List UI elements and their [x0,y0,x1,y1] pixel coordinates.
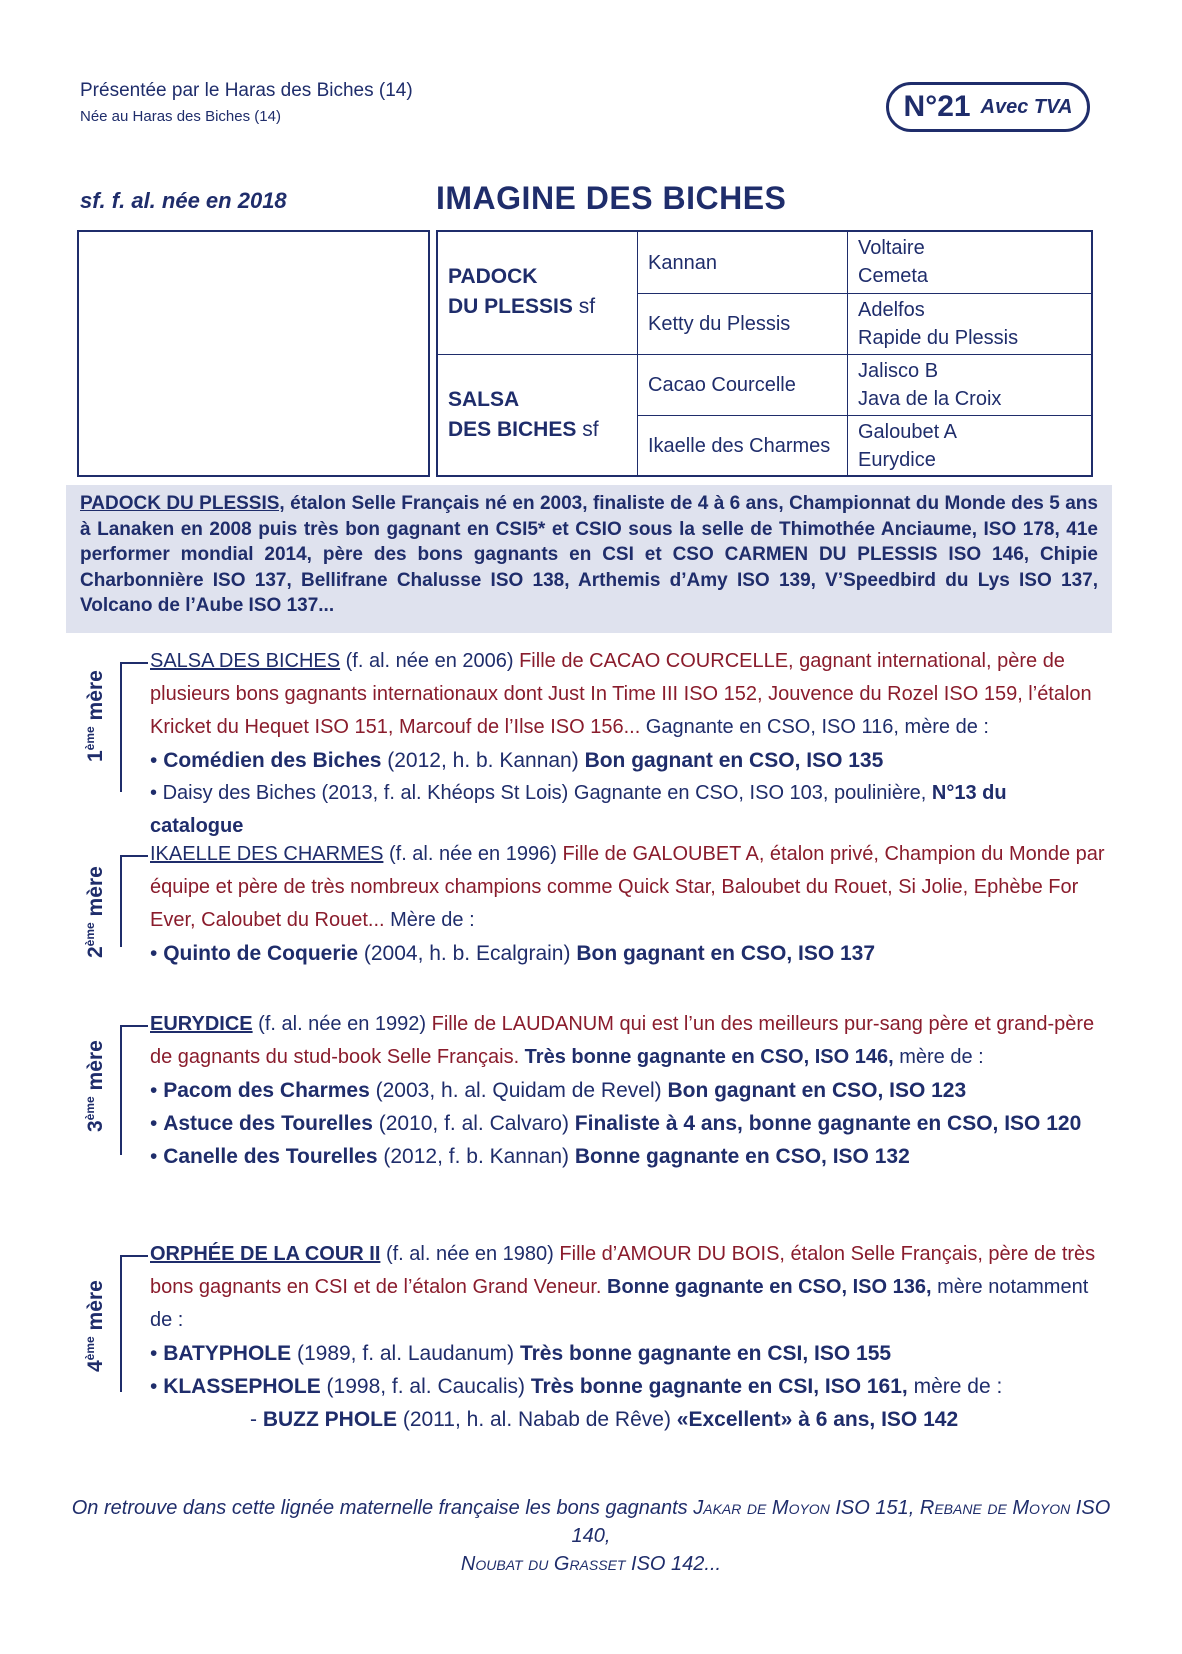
g4-bold-mid: Bonne gagnante en CSO, ISO 136, [601,1276,932,1298]
g4-sub-item [150,1403,1105,1436]
great-grandparents-1 [848,232,1091,294]
g2-tail: Mère de : [384,909,475,931]
g1-item-1-tail: Bon gagnant en CSO, ISO 135 [584,749,884,772]
g2-item-1: • Quinto de Coquerie (2004, h. b. Ecalgrain) Bon gagnant en CSO, ISO 137 [150,942,876,965]
g4-sub-name: BUZZ PHOLE [262,1408,397,1431]
g2-label-sup: ème [83,922,97,947]
g2-name: IKAELLE DES CHARMES [150,843,384,865]
g4-tail: mère notamment de : [150,1276,1089,1331]
g4-paragraph [150,1238,1105,1337]
g3-item-3-plain: (2012, f. b. Kannan) [377,1145,575,1168]
sire-note-text: étalon Selle Français né en 2003, finaliste de 4 à 6 ans, Championnat du Monde des 5 ans à Lanaken en 2008 puis très bon gagnant en CSI5* et CSIO sous la selle de Thimothée Anciaume, ISO 178, 41e performer mondial 2014, père des bons gagnants en CSI et CSO CARMEN DU PLESSIS ISO 146, Chipie Charbonnière ISO 137, Bellifrane Chalusse ISO 138, Arthemis d’Amy ISO 139, V’Speedbird du Lys ISO 137, Volcano de l’Aube ISO 137... [80,493,1098,616]
pedigree-dam [438,355,638,477]
g4-sub-plain: (2011, h. al. Nabab de Rêve) [397,1408,677,1431]
sire-line2: DU PLESSIS [448,295,573,318]
g3-item-2: • Astuce des Tourelles (2010, f. al. Calvaro) Finaliste à 4 ans, bonne gagnante en CSO, ISO 120 [150,1112,1082,1135]
dam-line1: SALSA [448,388,520,411]
g4-label [83,1280,108,1372]
g1-item-2-plain: Daisy des Biches (2013, f. al. Khéops St Lois) Gagnante en CSO, ISO 103, poulinière, [162,782,932,804]
g2-item-1-tail: Bon gagnant en CSO, ISO 137 [576,942,876,965]
g3-red: Fille de LAUDANUM qui est l’un des meilleurs pur-sang père et grand-père de gagnants du stud-book Selle Français. [150,1013,1095,1068]
g2-bracket [120,855,148,947]
g4-item-2-tail: Très bonne gagnante en CSI, ISO 161, [530,1375,908,1398]
g2-item-1-name: Quinto de Coquerie [163,942,359,965]
g1-paragraph [150,645,1105,744]
lot-tax: Avec TVA [980,95,1073,118]
g4-item-1: • BATYPHOLE (1989, f. al. Laudanum) Très bonne gagnante en CSI, ISO 155 [150,1342,892,1365]
generation-4 [150,1238,1105,1436]
sire-note-name: PADOCK DU PLESSIS, [80,493,285,514]
g4-name: ORPHÉE DE LA COUR II [150,1243,381,1265]
g3-name: EURYDICE [150,1013,253,1035]
g3-item-1-name: Pacom des Charmes [163,1079,370,1102]
g3-item-2-tail: Finaliste à 4 ans, bonne gagnante en CSO, ISO 120 [574,1112,1082,1135]
g3-item-1-tail: Bon gagnant en CSO, ISO 123 [667,1079,967,1102]
ggp-3a: Jalisco B [858,360,939,382]
g3-bracket [120,1025,148,1155]
g1-item-2-tail: N°13 du catalogue [150,782,1007,837]
photo-frame [77,230,430,477]
g3-bold-mid: Très bonne gagnante en CSO, ISO 146, [519,1046,894,1068]
footer-name-2: Rebane de Moyon [919,1497,1071,1519]
g3-label-num: 3 [84,1120,107,1132]
g1-intro: (f. al. née en 2006) [340,650,520,672]
g4-intro: (f. al. née en 1980) [380,1243,560,1265]
ggp-4a: Galoubet A [858,421,957,443]
generation-2 [150,838,1105,970]
g2-item-1-plain: (2004, h. b. Ecalgrain) [358,942,577,965]
g2-label-num: 2 [84,946,107,958]
ggp-3b: Java de la Croix [858,388,1002,410]
great-grandparents-4 [848,416,1091,477]
g3-tail: mère de : [893,1046,984,1068]
lot-badge [886,82,1090,132]
g1-bracket [120,662,148,792]
g3-item-1-plain: (2003, h. al. Quidam de Revel) [369,1079,668,1102]
pedigree-table [436,230,1093,477]
footer-iso-2: ISO 140, [571,1497,1111,1547]
g4-label-word: mère [84,1280,107,1331]
footer-iso-3: ISO 142... [625,1553,722,1575]
g4-item-1-tail: Très bonne gagnante en CSI, ISO 155 [519,1342,892,1365]
ggp-1b: Cemeta [858,265,929,287]
footer-text-a: On retrouve dans cette lignée maternelle française les bons gagnants [71,1497,694,1519]
dam-line2: DES BICHES [448,418,577,441]
lot-number: N°21 [903,90,971,123]
g4-item-2: • KLASSEPHOLE (1998, f. al. Caucalis) Très bonne gagnante en CSI, ISO 161, mère de : [150,1375,1003,1398]
g1-tail: Gagnante en CSO, ISO 116, mère de : [640,716,989,738]
g3-label [83,1040,108,1132]
g4-label-num: 4 [84,1360,107,1372]
g4-sub-dash: - [250,1408,263,1431]
g4-item-1-name: BATYPHOLE [163,1342,292,1365]
footer-name-3: Noubat du Grasset [460,1553,626,1575]
g1-label-word: mère [84,670,107,721]
g3-item-3: • Canelle des Tourelles (2012, f. b. Kannan) Bonne gagnante en CSO, ISO 132 [150,1145,910,1168]
grandparent-4: Ikaelle des Charmes [638,416,848,477]
dam-line2-wrap [448,415,637,445]
g4-bracket [120,1255,148,1392]
ggp-2a: Adelfos [858,299,925,321]
g4-item-1-plain: (1989, f. al. Laudanum) [291,1342,520,1365]
g4-sub-tail: «Excellent» à 6 ans, ISO 142 [676,1408,959,1431]
g1-item-1: • Comédien des Biches (2012, h. b. Kannan) Bon gagnant en CSO, ISO 135 [150,749,884,772]
pedigree-sire [438,232,638,355]
g3-item-2-plain: (2010, f. al. Calvaro) [372,1112,575,1135]
g2-label-word: mère [84,866,107,917]
g3-item-1: • Pacom des Charmes (2003, h. al. Quidam de Revel) Bon gagnant en CSO, ISO 123 [150,1079,967,1102]
g3-label-sup: ème [83,1096,97,1121]
g3-item-3-name: Canelle des Tourelles [163,1145,378,1168]
ggp-2b: Rapide du Plessis [858,327,1019,349]
g2-intro: (f. al. née en 1996) [383,843,563,865]
g1-item-1-plain: (2012, h. b. Kannan) [381,749,585,772]
g2-paragraph [150,838,1105,937]
g4-item-2-plain: (1998, f. al. Caucalis) [320,1375,531,1398]
g1-label-num: 1 [84,750,107,762]
g3-item-2-name: Astuce des Tourelles [163,1112,373,1135]
sire-suffix: sf [578,295,596,318]
footer-iso-1: ISO 151, [829,1497,920,1519]
sire-line1: PADOCK [448,265,538,288]
g1-label [83,670,108,762]
grandparent-2: Ketty du Plessis [638,294,848,355]
ggp-1a: Voltaire [858,237,925,259]
g3-paragraph [150,1008,1105,1074]
birthplace-line: Née au Haras des Biches (14) [80,108,281,125]
great-grandparents-2 [848,294,1091,355]
footer-name-1: Jakar de Moyon [693,1497,830,1519]
g4-red: Fille d’AMOUR DU BOIS, étalon Selle Français, père de très bons gagnants en CSI et de l’étalon Grand Veneur. [150,1243,1096,1298]
g2-label [83,866,108,958]
presenter-line: Présentée par le Haras des Biches (14) [80,80,413,101]
generation-1 [150,645,1105,843]
g4-label-sup: ème [83,1336,97,1361]
g3-intro: (f. al. née en 1992) [252,1013,432,1035]
great-grandparents-3 [848,355,1091,416]
sire-line2-wrap [448,292,637,322]
grandparent-1: Kannan [638,232,848,294]
footer-note [60,1494,1122,1578]
ggp-4b: Eurydice [858,449,936,471]
g3-label-word: mère [84,1040,107,1091]
horse-description: sf. f. al. née en 2018 [80,188,287,213]
grandparent-3: Cacao Courcelle [638,355,848,416]
g1-item-2: • Daisy des Biches (2013, f. al. Khéops St Lois) Gagnante en CSO, ISO 103, poulinière, N°13 du catalogue [150,782,1007,837]
g1-label-sup: ème [83,726,97,751]
horse-name: IMAGINE DES BICHES [436,180,787,216]
g1-name: SALSA DES BICHES [150,650,341,672]
g2-red: Fille de GALOUBET A, étalon privé, Champion du Monde par équipe et père de très nombreux champions comme Quick Star, Baloubet du Rouet, Si Jolie, Ephèbe For Ever, Caloubet du Rouet... [150,843,1105,931]
g4-item-2-after: mère de : [907,1375,1003,1398]
g1-red: Fille de CACAO COURCELLE, gagnant international, père de plusieurs bons gagnants internationaux dont Just In Time III ISO 152, Jouvence du Rozel ISO 159, l’étalon Kricket du Hequet ISO 151, Marcouf de l’Ilse ISO 156... [150,650,1092,738]
g3-item-3-tail: Bonne gagnante en CSO, ISO 132 [574,1145,910,1168]
g4-item-2-name: KLASSEPHOLE [163,1375,321,1398]
generation-3 [150,1008,1105,1173]
g1-item-1-name: Comédien des Biches [163,749,382,772]
sire-note [66,485,1112,633]
dam-suffix: sf [582,418,599,441]
